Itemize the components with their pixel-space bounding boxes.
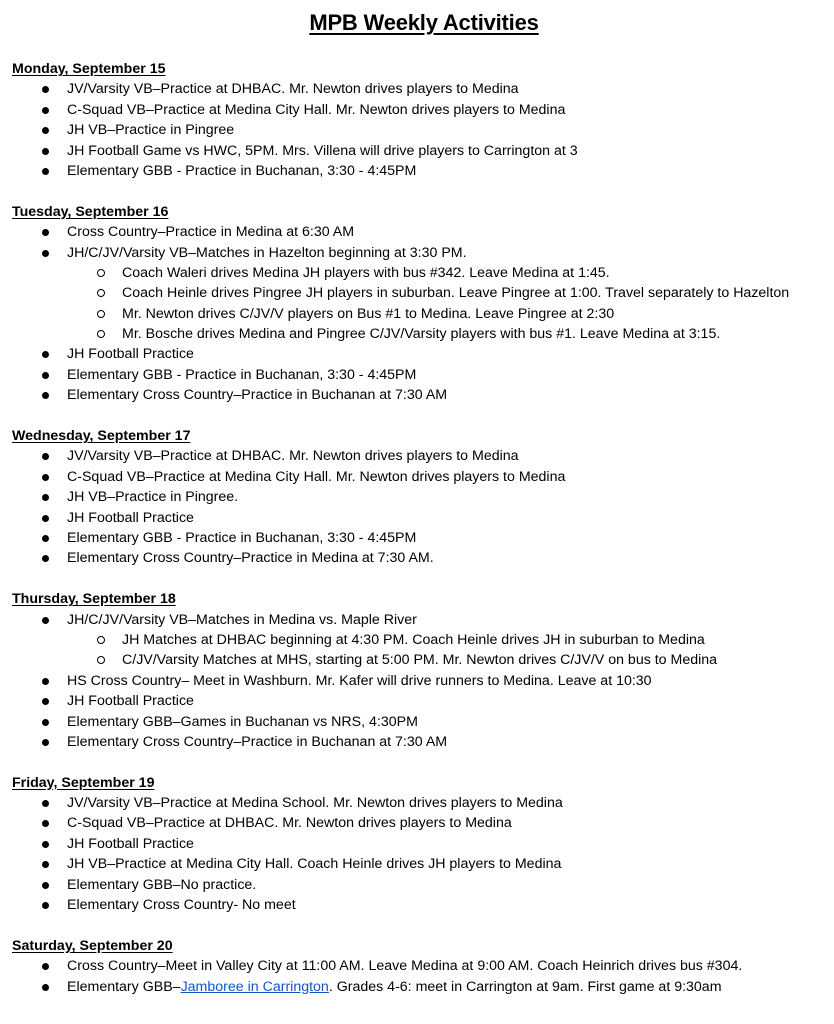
list-item bbox=[12, 467, 832, 487]
day-heading: Friday, September 19 bbox=[12, 774, 155, 791]
bullet-icon bbox=[42, 168, 49, 175]
bullet-icon bbox=[42, 719, 49, 726]
list-item bbox=[12, 508, 832, 528]
item-text: JH VB–Practice at Medina City Hall. Coach Heinle drives JH players to Medina bbox=[67, 856, 562, 873]
item-text: JV/Varsity VB–Practice at DHBAC. Mr. Newton drives players to Medina bbox=[67, 448, 519, 465]
list-item bbox=[12, 120, 832, 140]
item-text: Elementary Cross Country–Practice in Buchanan at 7:30 AM bbox=[67, 387, 448, 404]
bullet-icon bbox=[42, 148, 49, 155]
item-text: C-Squad VB–Practice at DHBAC. Mr. Newton drives players to Medina bbox=[67, 815, 512, 832]
list-item bbox=[12, 446, 832, 466]
item-text: JH Football Practice bbox=[67, 835, 194, 852]
day-heading: Wednesday, September 17 bbox=[12, 428, 191, 445]
day-section bbox=[12, 426, 832, 569]
list-item bbox=[12, 732, 832, 752]
item-text: Elementary Cross Country- No meet bbox=[67, 897, 296, 914]
item-text: JH Matches at DHBAC beginning at 4:30 PM. Coach Heinle drives JH in suburban to Medina bbox=[122, 631, 705, 648]
item-text-suffix: . Grades 4-6: meet in Carrington at 9am. First game at 9:30am bbox=[328, 978, 722, 995]
bullet-icon bbox=[42, 617, 49, 624]
hollow-bullet-icon bbox=[97, 269, 105, 277]
item-text: Mr. Bosche drives Medina and Pingree C/JV/Varsity players with bus #1. Leave Medina at 3:15. bbox=[122, 326, 721, 343]
bullet-icon bbox=[42, 372, 49, 379]
activity-list bbox=[12, 446, 832, 568]
bullet-icon bbox=[42, 107, 49, 114]
hollow-bullet-icon bbox=[97, 636, 105, 644]
bullet-icon bbox=[42, 515, 49, 522]
bullet-icon bbox=[42, 494, 49, 501]
list-item bbox=[12, 528, 832, 548]
list-item bbox=[12, 691, 832, 711]
bullet-icon bbox=[42, 861, 49, 868]
item-text-prefix: Elementary GBB– bbox=[67, 978, 181, 995]
bullet-icon bbox=[42, 351, 49, 358]
bullet-icon bbox=[42, 841, 49, 848]
bullet-icon bbox=[42, 474, 49, 481]
activity-list bbox=[12, 79, 832, 181]
bullet-icon bbox=[42, 882, 49, 889]
list-item bbox=[12, 141, 832, 161]
list-item bbox=[12, 79, 832, 99]
hollow-bullet-icon bbox=[97, 330, 105, 338]
item-text: Elementary GBB - Practice in Buchanan, 3:30 - 4:45PM bbox=[67, 162, 417, 179]
item-text: Coach Waleri drives Medina JH players with bus #342. Leave Medina at 1:45. bbox=[122, 264, 610, 281]
bullet-icon bbox=[42, 800, 49, 807]
document-title: MPB Weekly Activities bbox=[309, 10, 539, 35]
bullet-icon bbox=[42, 555, 49, 562]
day-heading: Tuesday, September 16 bbox=[12, 203, 169, 220]
hollow-bullet-icon bbox=[97, 656, 105, 664]
sub-list-item bbox=[12, 304, 832, 324]
item-text: Coach Heinle drives Pingree JH players in suburban. Leave Pingree at 1:00. Travel separately to Hazelton bbox=[122, 285, 790, 302]
list-item bbox=[12, 100, 832, 120]
list-item bbox=[12, 977, 832, 997]
activity-list bbox=[12, 222, 832, 406]
bullet-icon bbox=[42, 698, 49, 705]
item-text: C-Squad VB–Practice at Medina City Hall. Mr. Newton drives players to Medina bbox=[67, 468, 566, 485]
bullet-icon bbox=[42, 984, 49, 991]
activity-list bbox=[12, 793, 832, 915]
item-text: Elementary Cross Country–Practice in Medina at 7:30 AM. bbox=[67, 550, 434, 567]
bullet-icon bbox=[42, 86, 49, 93]
bullet-icon bbox=[42, 678, 49, 685]
activity-list bbox=[12, 956, 832, 997]
hollow-bullet-icon bbox=[97, 289, 105, 297]
activity-list bbox=[12, 610, 832, 753]
list-item bbox=[12, 813, 832, 833]
bullet-icon bbox=[42, 902, 49, 909]
schedule-body bbox=[12, 59, 832, 1017]
bullet-icon bbox=[42, 963, 49, 970]
list-item bbox=[12, 834, 832, 854]
sub-list-item bbox=[12, 283, 832, 303]
sub-list-item bbox=[12, 630, 832, 650]
item-text: JH Football Practice bbox=[67, 509, 194, 526]
bullet-icon bbox=[42, 453, 49, 460]
hollow-bullet-icon bbox=[97, 310, 105, 318]
day-heading: Monday, September 15 bbox=[12, 61, 166, 77]
item-text: JH/C/JV/Varsity VB–Matches in Hazelton beginning at 3:30 PM. bbox=[67, 244, 467, 261]
item-text: Elementary GBB–No practice. bbox=[67, 876, 257, 893]
item-text: JH VB–Practice in Pingree. bbox=[67, 489, 239, 506]
day-section bbox=[12, 202, 832, 406]
jamboree-link[interactable]: Jamboree in Carrington bbox=[180, 978, 329, 995]
bullet-icon bbox=[42, 127, 49, 134]
sub-list-item bbox=[12, 263, 832, 283]
day-section bbox=[12, 59, 832, 181]
list-item bbox=[12, 548, 832, 568]
item-text: JH Football Game vs HWC, 5PM. Mrs. Villena will drive players to Carrington at 3 bbox=[67, 142, 578, 159]
item-text: JV/Varsity VB–Practice at DHBAC. Mr. Newton drives players to Medina bbox=[67, 81, 519, 98]
item-text: Mr. Newton drives C/JV/V players on Bus #1 to Medina. Leave Pingree at 2:30 bbox=[122, 305, 615, 322]
bullet-icon bbox=[42, 250, 49, 257]
item-text: JV/Varsity VB–Practice at Medina School. Mr. Newton drives players to Medina bbox=[67, 795, 563, 812]
list-item bbox=[12, 385, 832, 405]
list-item bbox=[12, 487, 832, 507]
list-item bbox=[12, 671, 832, 691]
item-text: JH VB–Practice in Pingree bbox=[67, 122, 235, 139]
sub-list-item bbox=[12, 324, 832, 344]
day-section bbox=[12, 936, 832, 997]
list-item bbox=[12, 854, 832, 874]
bullet-icon bbox=[42, 229, 49, 236]
item-text: JH Football Practice bbox=[67, 693, 194, 710]
list-item bbox=[12, 895, 832, 915]
item-text: HS Cross Country– Meet in Washburn. Mr. Kafer will drive runners to Medina. Leave at 10:30 bbox=[67, 672, 652, 689]
list-item bbox=[12, 875, 832, 895]
sub-list-item bbox=[12, 650, 832, 670]
item-text: Cross Country–Practice in Medina at 6:30 AM bbox=[67, 224, 355, 241]
list-item bbox=[12, 243, 832, 263]
item-text: C/JV/Varsity Matches at MHS, starting at 5:00 PM. Mr. Newton drives C/JV/V on bus to Medina bbox=[122, 652, 718, 669]
item-text bbox=[67, 977, 722, 997]
list-item bbox=[12, 956, 832, 976]
list-item bbox=[12, 344, 832, 364]
item-text: JH Football Practice bbox=[67, 346, 194, 363]
item-text: JH/C/JV/Varsity VB–Matches in Medina vs. Maple River bbox=[67, 611, 417, 628]
day-heading: Thursday, September 18 bbox=[12, 591, 176, 608]
bullet-icon bbox=[42, 739, 49, 746]
item-text: Elementary GBB–Games in Buchanan vs NRS, 4:30PM bbox=[67, 713, 418, 730]
day-section bbox=[12, 589, 832, 752]
list-item bbox=[12, 222, 832, 242]
item-text: Cross Country–Meet in Valley City at 11:00 AM. Leave Medina at 9:00 AM. Coach Heinrich drives bus #304. bbox=[67, 958, 743, 975]
list-item bbox=[12, 793, 832, 813]
day-heading: Saturday, September 20 bbox=[12, 937, 173, 954]
list-item bbox=[12, 610, 832, 630]
item-text: C-Squad VB–Practice at Medina City Hall. Mr. Newton drives players to Medina bbox=[67, 101, 566, 118]
item-text: Elementary Cross Country–Practice in Buchanan at 7:30 AM bbox=[67, 733, 448, 750]
item-text: Elementary GBB - Practice in Buchanan, 3:30 - 4:45PM bbox=[67, 366, 417, 383]
item-text: Elementary GBB - Practice in Buchanan, 3:30 - 4:45PM bbox=[67, 529, 417, 546]
list-item bbox=[12, 161, 832, 181]
bullet-icon bbox=[42, 392, 49, 399]
list-item bbox=[12, 365, 832, 385]
bullet-icon bbox=[42, 820, 49, 827]
bullet-icon bbox=[42, 535, 49, 542]
day-section bbox=[12, 773, 832, 916]
list-item bbox=[12, 712, 832, 732]
